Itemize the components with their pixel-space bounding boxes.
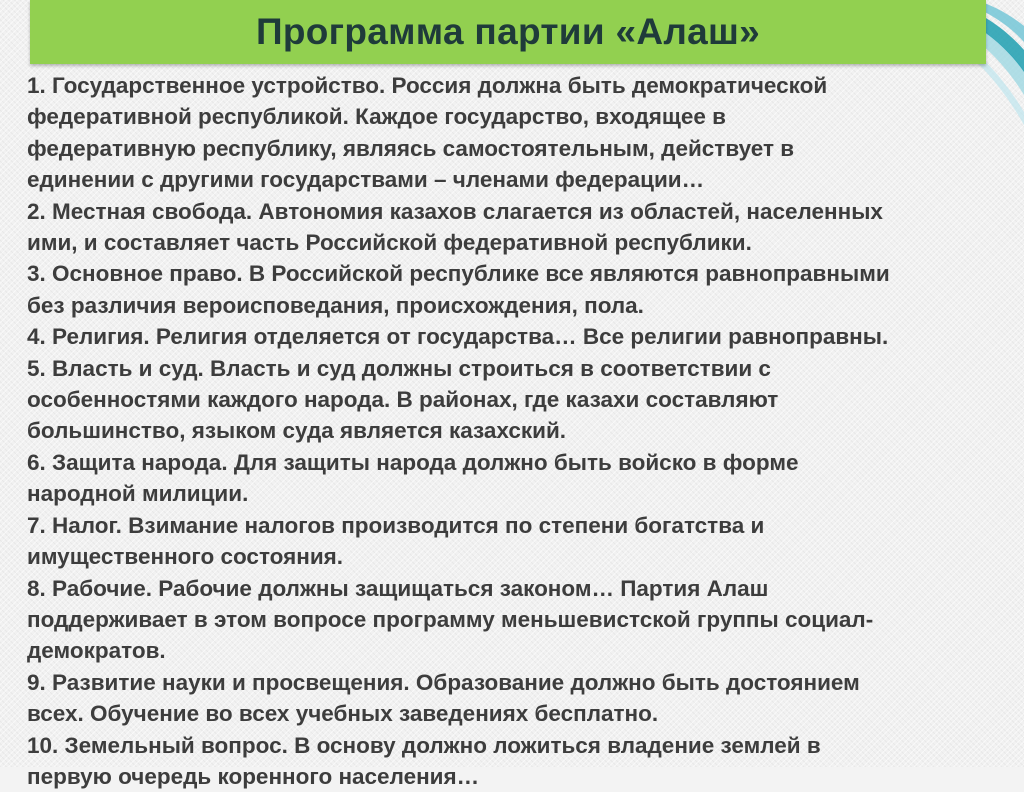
- text-line: всех. Обучение во всех учебных заведениях бесплатно.: [27, 701, 659, 727]
- slide-title: Программа партии «Алаш»: [255, 11, 761, 52]
- text-line: имущественного состояния.: [27, 544, 344, 570]
- program-point-9: [27, 667, 1012, 730]
- program-point-4: [27, 321, 1012, 352]
- text-line: демократов.: [27, 638, 166, 664]
- title-banner: [30, 0, 986, 64]
- text-line: 10. Земельный вопрос. В основу должно ложиться владение землей в: [27, 732, 821, 758]
- text-line: 2. Местная свобода. Автономия казахов слагается из областей, населенных: [27, 198, 883, 224]
- program-point-6: [27, 447, 1012, 510]
- text-line: без различия вероисповедания, происхождения, пола.: [27, 292, 644, 318]
- text-line: федеративной республикой. Каждое государство, входящее в: [27, 104, 726, 130]
- text-line: 4. Религия. Религия отделяется от государства… Все религии равноправны.: [27, 324, 889, 350]
- text-line: поддерживает в этом вопросе программу меньшевистской группы социал-: [27, 606, 874, 632]
- text-line: большинство, языком суда является казахский.: [27, 418, 567, 444]
- program-point-3: [27, 258, 1012, 321]
- text-line: народной милиции.: [27, 481, 249, 507]
- text-line: 9. Развитие науки и просвещения. Образование должно быть достоянием: [27, 669, 860, 695]
- program-point-1: [27, 70, 1012, 196]
- program-point-10: [27, 730, 1012, 792]
- text-line: первую очередь коренного населения…: [27, 763, 480, 789]
- text-line: особенностями каждого народа. В районах, где казахи составляют: [27, 387, 779, 413]
- text-line: 6. Защита народа. Для защиты народа должно быть войско в форме: [27, 449, 799, 475]
- program-points-list: [27, 70, 1012, 789]
- program-point-7: [27, 510, 1012, 573]
- program-point-8: [27, 573, 1012, 667]
- text-line: 5. Власть и суд. Власть и суд должны строиться в соответствии с: [27, 355, 771, 381]
- text-line: единении с другими государствами – членами федерации…: [27, 167, 705, 193]
- text-line: 8. Рабочие. Рабочие должны защищаться законом… Партия Алаш: [27, 575, 769, 601]
- text-line: 3. Основное право. В Российской республике все являются равноправными: [27, 261, 890, 287]
- program-point-2: [27, 196, 1012, 259]
- text-line: ими, и составляет часть Российской федеративной республики.: [27, 230, 752, 256]
- program-point-5: [27, 353, 1012, 447]
- text-line: 7. Налог. Взимание налогов производится по степени богатства и: [27, 512, 765, 538]
- text-line: 1. Государственное устройство. Россия должна быть демократической: [27, 73, 828, 98]
- text-line: федеративную республику, являясь самостоятельным, действует в: [27, 135, 795, 161]
